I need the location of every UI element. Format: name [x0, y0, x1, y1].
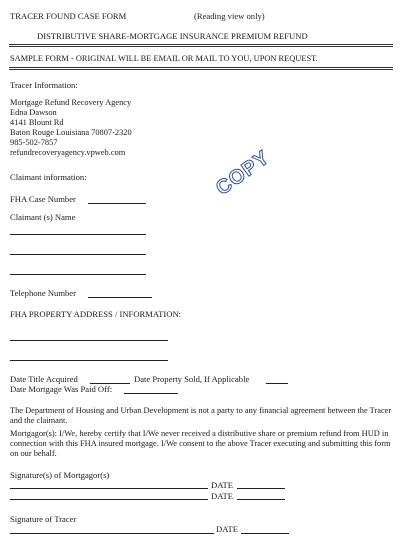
property-address-field-1[interactable]	[10, 340, 168, 341]
form-title: TRACER FOUND CASE FORM	[10, 11, 127, 21]
divider-rule	[9, 69, 393, 70]
date-label-3: DATE	[216, 524, 238, 534]
tracer-signature-field[interactable]	[10, 533, 214, 534]
date-title-acquired-label: Date Title Acquired	[10, 374, 78, 384]
tracer-date-field[interactable]	[241, 533, 289, 534]
mortgagor-signature-label: Signature(s) of Mortgagor(s)	[10, 470, 110, 480]
date-label-2: DATE	[211, 491, 233, 501]
tracer-website: refundrecoveryagency.vpweb.com	[10, 148, 126, 157]
claimant-name-field-1[interactable]	[10, 234, 146, 235]
mortgagor-date-field-1[interactable]	[237, 488, 285, 489]
copy-stamp: COPY	[212, 146, 275, 200]
mortgagor-date-field-2[interactable]	[237, 499, 285, 500]
date-property-sold-field[interactable]	[266, 383, 288, 384]
tracer-city-state-zip: Baton Rouge Louisiana 70807-2320	[10, 128, 132, 137]
tracer-name: Edna Dawson	[10, 108, 57, 117]
claimant-name-field-3[interactable]	[10, 274, 146, 275]
property-heading: FHA PROPERTY ADDRESS / INFORMATION:	[10, 309, 182, 319]
tracer-signature-label: Signature of Tracer	[10, 514, 77, 524]
tracer-street: 4141 Blount Rd	[10, 118, 64, 127]
tracer-phone: 985-502-7857	[10, 138, 58, 147]
hud-disclaimer: The Department of Housing and Urban Development is not a party to any financial agreement between the Tracer and the claimant.	[10, 406, 392, 426]
claimant-names-label: Claimant (s) Name	[10, 212, 76, 222]
sample-notice: SAMPLE FORM - ORIGINAL WILL BE EMAIL OR MAIL TO YOU, UPON REQUEST.	[10, 54, 318, 63]
date-paid-off-field[interactable]	[124, 393, 178, 394]
telephone-label: Telephone Number	[10, 288, 76, 298]
view-mode-note: (Reading view only)	[194, 11, 265, 21]
date-property-sold-label: Date Property Sold, If Applicable	[134, 374, 250, 384]
divider-rule	[9, 44, 393, 45]
mortgagor-signature-field-2[interactable]	[10, 499, 208, 500]
property-address-field-2[interactable]	[10, 360, 168, 361]
date-label-1: DATE	[211, 480, 233, 490]
tracer-agency: Mortgage Refund Recovery Agency	[10, 98, 132, 107]
fha-case-number-field[interactable]	[88, 203, 146, 204]
mortgagor-signature-field-1[interactable]	[10, 488, 208, 489]
claimant-name-field-2[interactable]	[10, 254, 146, 255]
telephone-field[interactable]	[88, 297, 152, 298]
divider-rule	[9, 67, 393, 68]
tracer-heading: Tracer Information:	[10, 80, 78, 90]
divider-rule	[9, 46, 393, 47]
form-subtitle: DISTRIBUTIVE SHARE-MORTGAGE INSURANCE PREMIUM REFUND	[37, 31, 308, 41]
date-paid-off-label: Date Mortgage Was Paid Off:	[10, 384, 113, 394]
mortgagor-certification: Mortgagor(s): I/We, hereby certify that I/We never received a distributive share or premium refund from HUD in connection with this FHA insured mortgage. I/We consent to the above Tracer executing and submitting this form on our behalf.	[10, 429, 391, 459]
claimant-heading: Claimant information:	[10, 172, 87, 182]
fha-case-label: FHA Case Number	[10, 194, 76, 204]
